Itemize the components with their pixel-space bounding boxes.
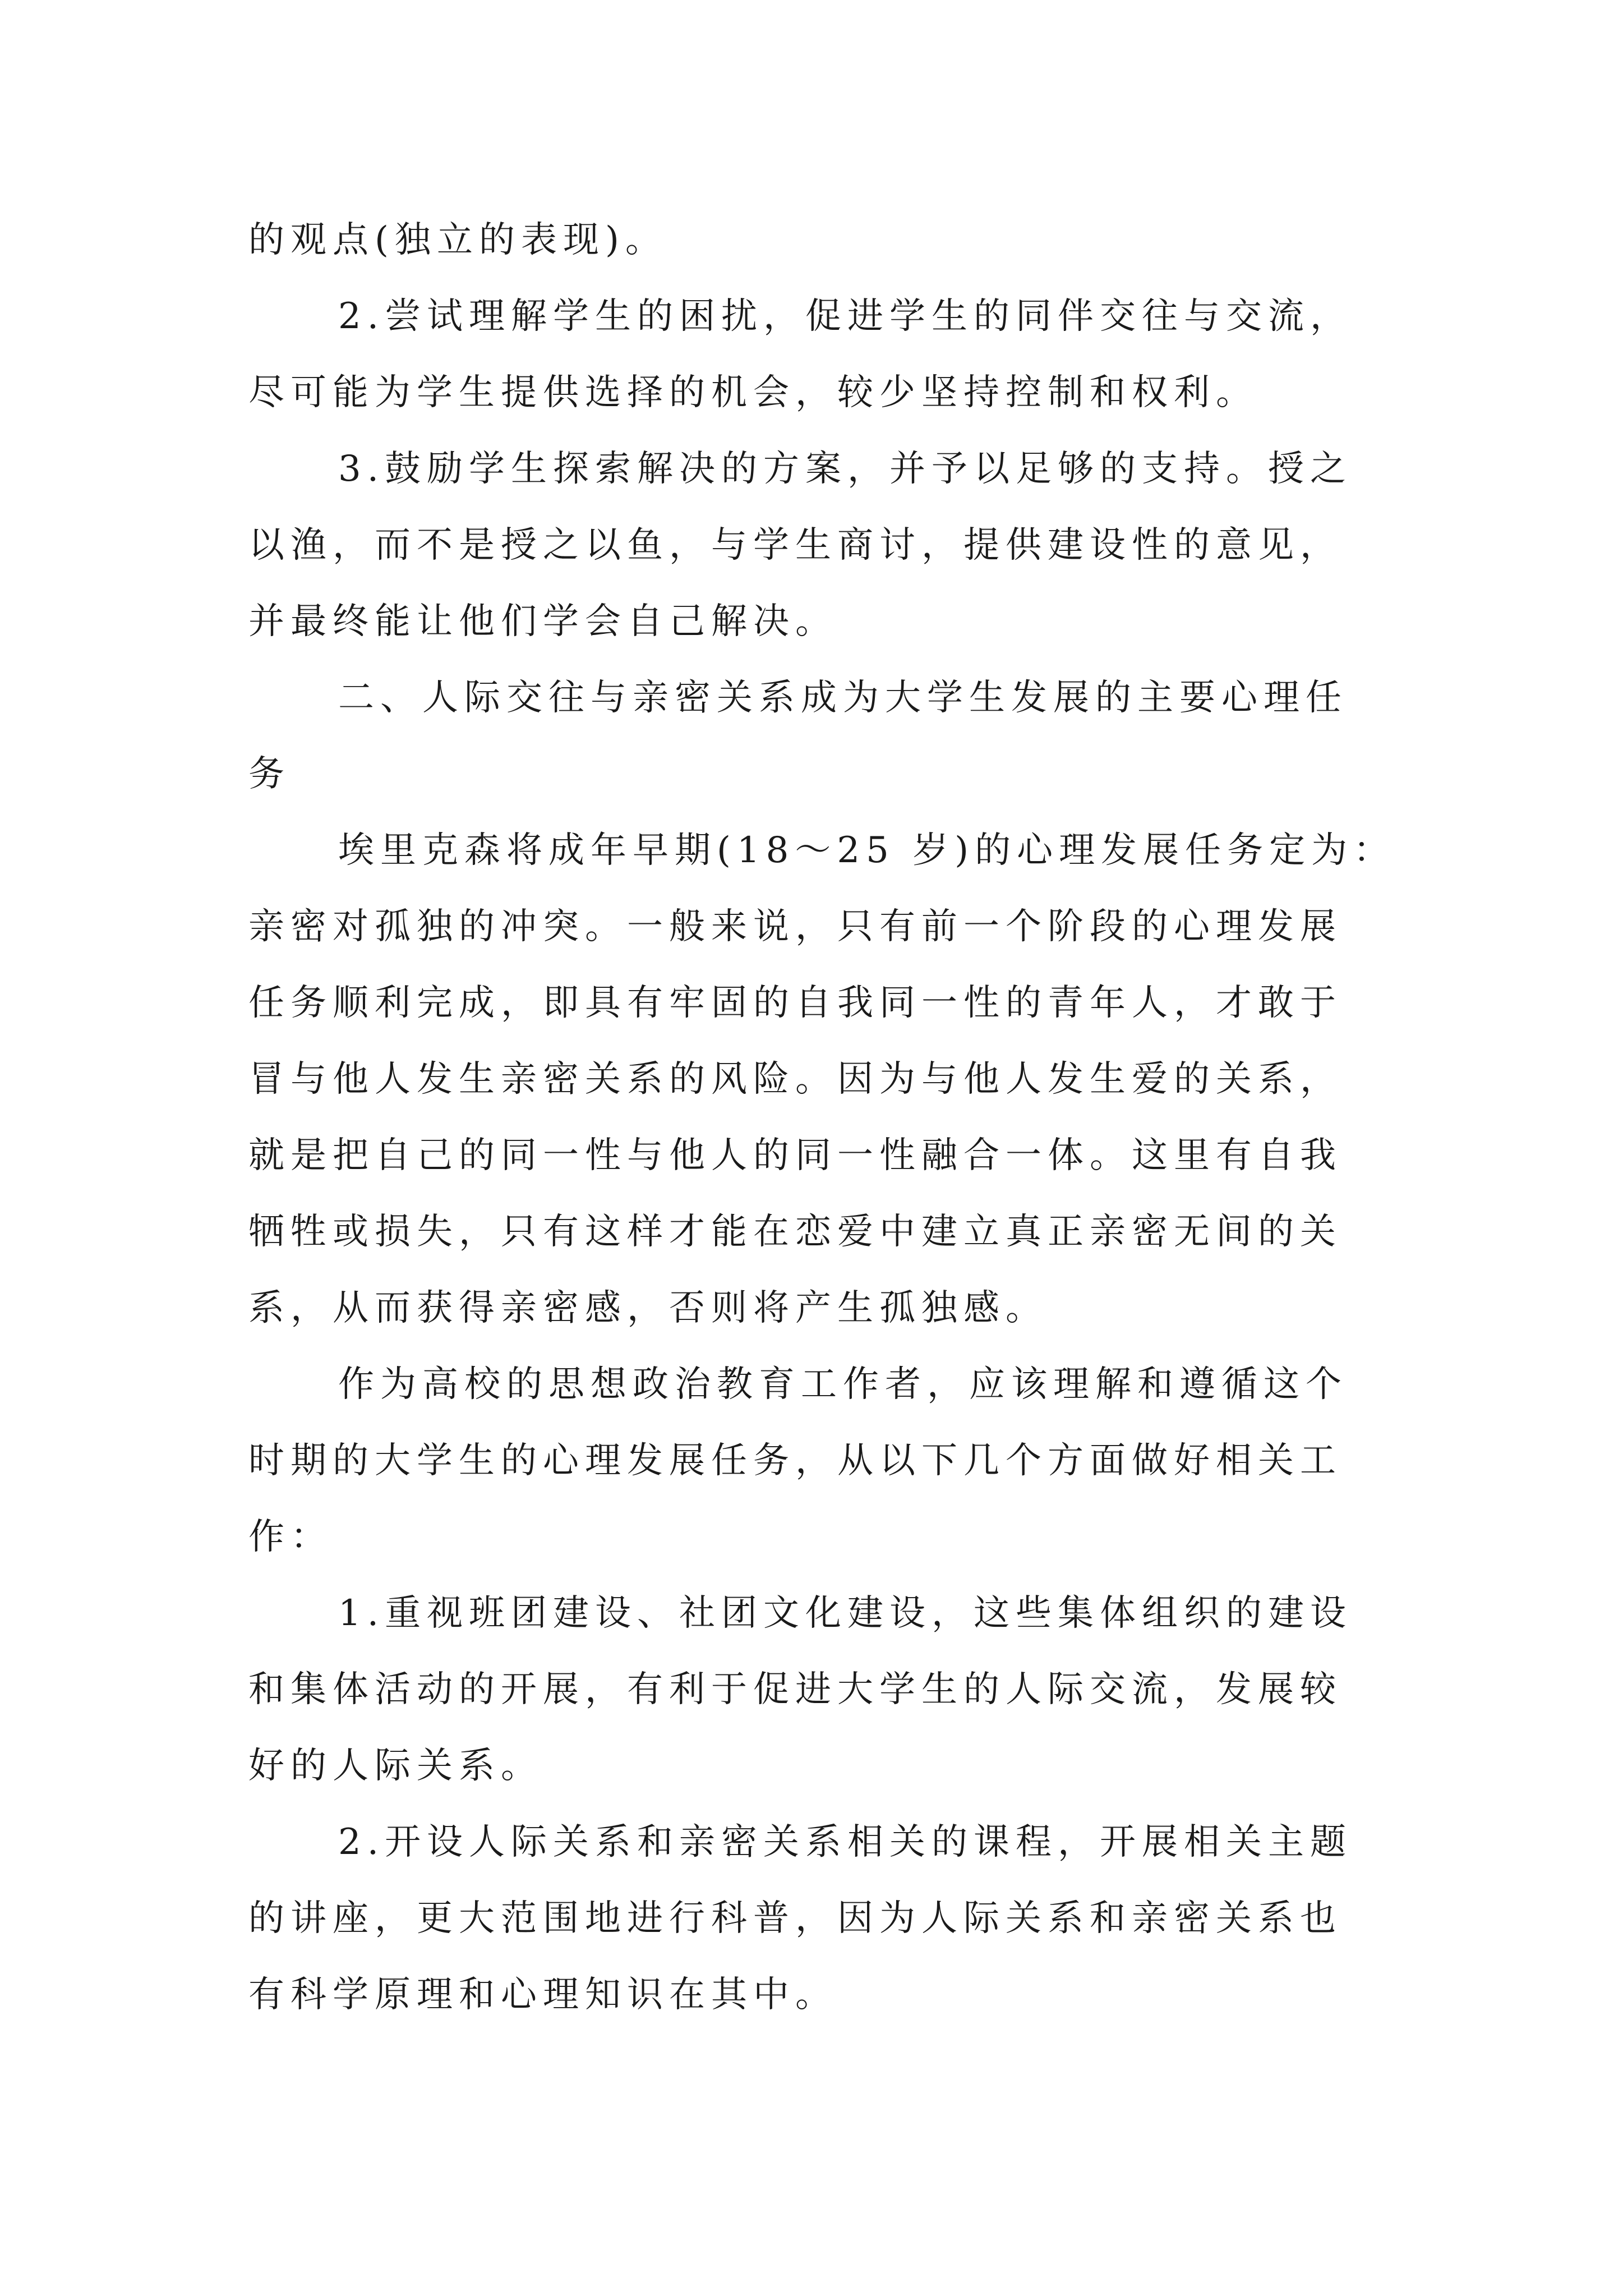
text-line: 好的人际关系。 xyxy=(248,1745,543,1787)
text-line: 作为高校的思想政治教育工作者，应该理解和遵循这个 xyxy=(338,1364,1348,1405)
text-line: 尽可能为学生提供选择的机会，较少坚持控制和权利。 xyxy=(248,372,1258,413)
section-heading-line: 务 xyxy=(248,753,291,795)
text-line: 牺牲或损失，只有这样才能在恋爱中建立真正亲密无间的关 xyxy=(248,1211,1342,1253)
text-line: 系，从而获得亲密感，否则将产生孤独感。 xyxy=(248,1287,1048,1329)
text-line: 埃里克森将成年早期(18～25 岁)的心理发展任务定为： xyxy=(338,830,1396,871)
text-line: 的观点(独立的表现)。 xyxy=(248,219,667,261)
document-page xyxy=(248,202,1396,2033)
text-line: 亲密对孤独的冲突。一般来说，只有前一个阶段的心理发展 xyxy=(248,906,1342,947)
text-line: 1.重视班团建设、社团文化建设，这些集体组织的建设 xyxy=(338,1593,1353,1634)
text-line: 并最终能让他们学会自己解决。 xyxy=(248,601,837,642)
section-heading-line: 二、人际交往与亲密关系成为大学生发展的主要心理任 xyxy=(338,677,1348,719)
text-line: 2.开设人际关系和亲密关系相关的课程，开展相关主题 xyxy=(338,1821,1353,1863)
text-line: 以渔，而不是授之以鱼，与学生商讨，提供建设性的意见， xyxy=(248,524,1342,566)
text-line: 2.尝试理解学生的困扰，促进学生的同伴交往与交流， xyxy=(338,296,1353,337)
text-line: 和集体活动的开展，有利于促进大学生的人际交流，发展较 xyxy=(248,1669,1342,1710)
text-line: 有科学原理和心理知识在其中。 xyxy=(248,1974,837,2016)
text-line: 的讲座，更大范围地进行科普，因为人际关系和亲密关系也 xyxy=(248,1898,1342,1939)
text-line: 作： xyxy=(248,1516,333,1558)
text-line: 时期的大学生的心理发展任务，从以下几个方面做好相关工 xyxy=(248,1440,1342,1481)
text-line: 冒与他人发生亲密关系的风险。因为与他人发生爱的关系， xyxy=(248,1059,1342,1100)
text-line: 3.鼓励学生探索解决的方案，并予以足够的支持。授之 xyxy=(338,448,1353,490)
text-line: 任务顺利完成，即具有牢固的自我同一性的青年人，才敢于 xyxy=(248,982,1342,1024)
text-line: 就是把自己的同一性与他人的同一性融合一体。这里有自我 xyxy=(248,1135,1342,1176)
